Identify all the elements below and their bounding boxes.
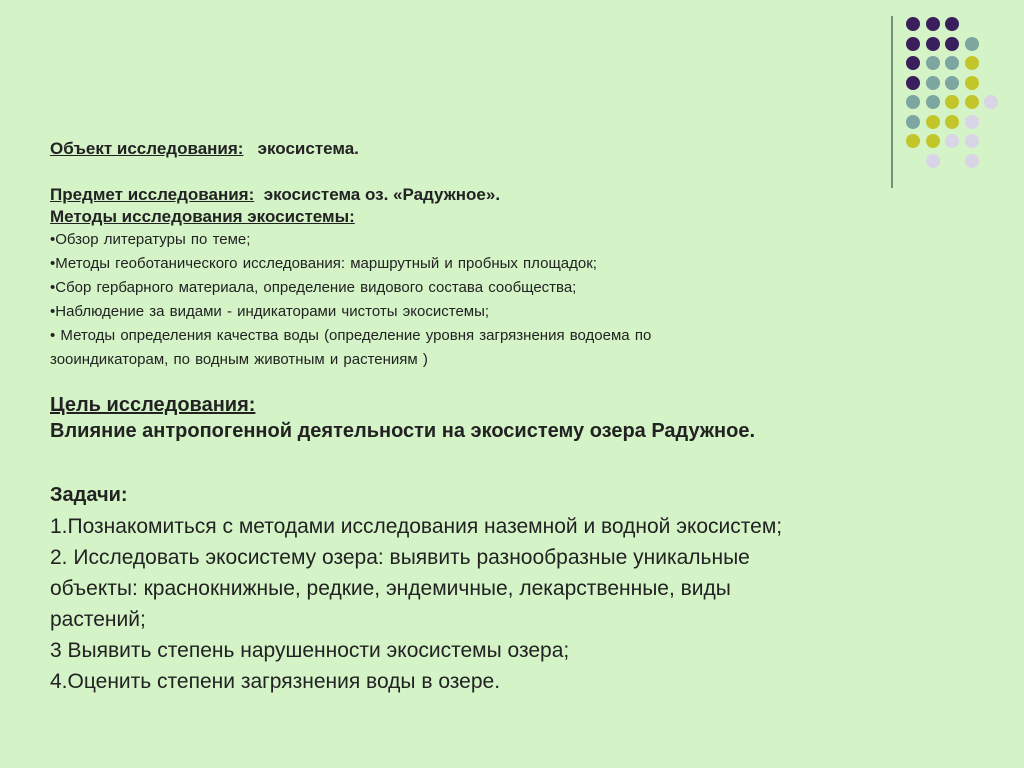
decorative-dot xyxy=(906,115,920,129)
research-subject-label: Предмет исследования: xyxy=(50,185,255,204)
decorative-dot xyxy=(906,76,920,90)
task-line: 2. Исследовать экосистему озера: выявить разнообразные уникальные xyxy=(50,546,750,569)
decorative-dot xyxy=(945,37,959,51)
task-line: 3 Выявить степень нарушенности экосистемы озера; xyxy=(50,639,570,662)
methods-title: Методы исследования экосистемы: xyxy=(50,207,355,226)
task-line: объекты: краснокнижные, редкие, эндемичные, лекарственные, виды xyxy=(50,577,731,600)
slide-content xyxy=(50,133,990,697)
decorative-dot xyxy=(906,17,920,31)
methods-item: зооиндикаторам, по водным животным и растениям ) xyxy=(50,351,428,368)
decorative-dot xyxy=(926,17,940,31)
decorative-dot xyxy=(965,76,979,90)
decorative-dot xyxy=(926,56,940,70)
decorative-dot xyxy=(965,56,979,70)
tasks-title: Задачи: xyxy=(50,484,128,506)
research-subject xyxy=(50,184,990,206)
tasks-list xyxy=(50,511,990,697)
task-line: 4.Оценить степени загрязнения воды в озере. xyxy=(50,670,501,693)
decorative-dot xyxy=(945,17,959,31)
decorative-dot xyxy=(945,115,959,129)
goal-text: Влияние антропогенной деятельности на экосистему озера Радужное. xyxy=(50,420,756,442)
research-object-value: экосистема. xyxy=(257,139,359,158)
task-line: растений; xyxy=(50,608,146,631)
research-object-label: Объект исследования: xyxy=(50,139,244,158)
task-line: 1.Познакомиться с методами исследования наземной и водной экосистем; xyxy=(50,515,783,538)
methods-list xyxy=(50,228,990,372)
decorative-dot xyxy=(965,95,979,109)
research-subject-value: экосистема оз. «Радужное». xyxy=(263,185,501,204)
decorative-dot xyxy=(906,95,920,109)
decorative-dot xyxy=(926,95,940,109)
methods-item: •Методы геоботанического исследования: маршрутный и пробных площадок; xyxy=(50,255,597,272)
methods-item: •Обзор литературы по теме; xyxy=(50,231,251,248)
decorative-dot xyxy=(906,37,920,51)
decorative-dot xyxy=(945,95,959,109)
decorative-dot xyxy=(926,37,940,51)
methods-item: •Сбор гербарного материала, определение видового состава сообщества; xyxy=(50,279,577,296)
decorative-dot xyxy=(965,37,979,51)
methods-item: • Методы определения качества воды (определение уровня загрязнения водоема по xyxy=(50,327,652,344)
decorative-dot xyxy=(945,76,959,90)
decorative-dot xyxy=(965,115,979,129)
goal-title: Цель исследования: xyxy=(50,394,256,416)
decorative-dot xyxy=(926,115,940,129)
decorative-dot xyxy=(906,56,920,70)
decorative-dot xyxy=(945,56,959,70)
decorative-dot xyxy=(926,76,940,90)
research-object xyxy=(50,138,990,160)
decorative-dot xyxy=(984,95,998,109)
methods-item: •Наблюдение за видами - индикаторами чистоты экосистемы; xyxy=(50,303,490,320)
